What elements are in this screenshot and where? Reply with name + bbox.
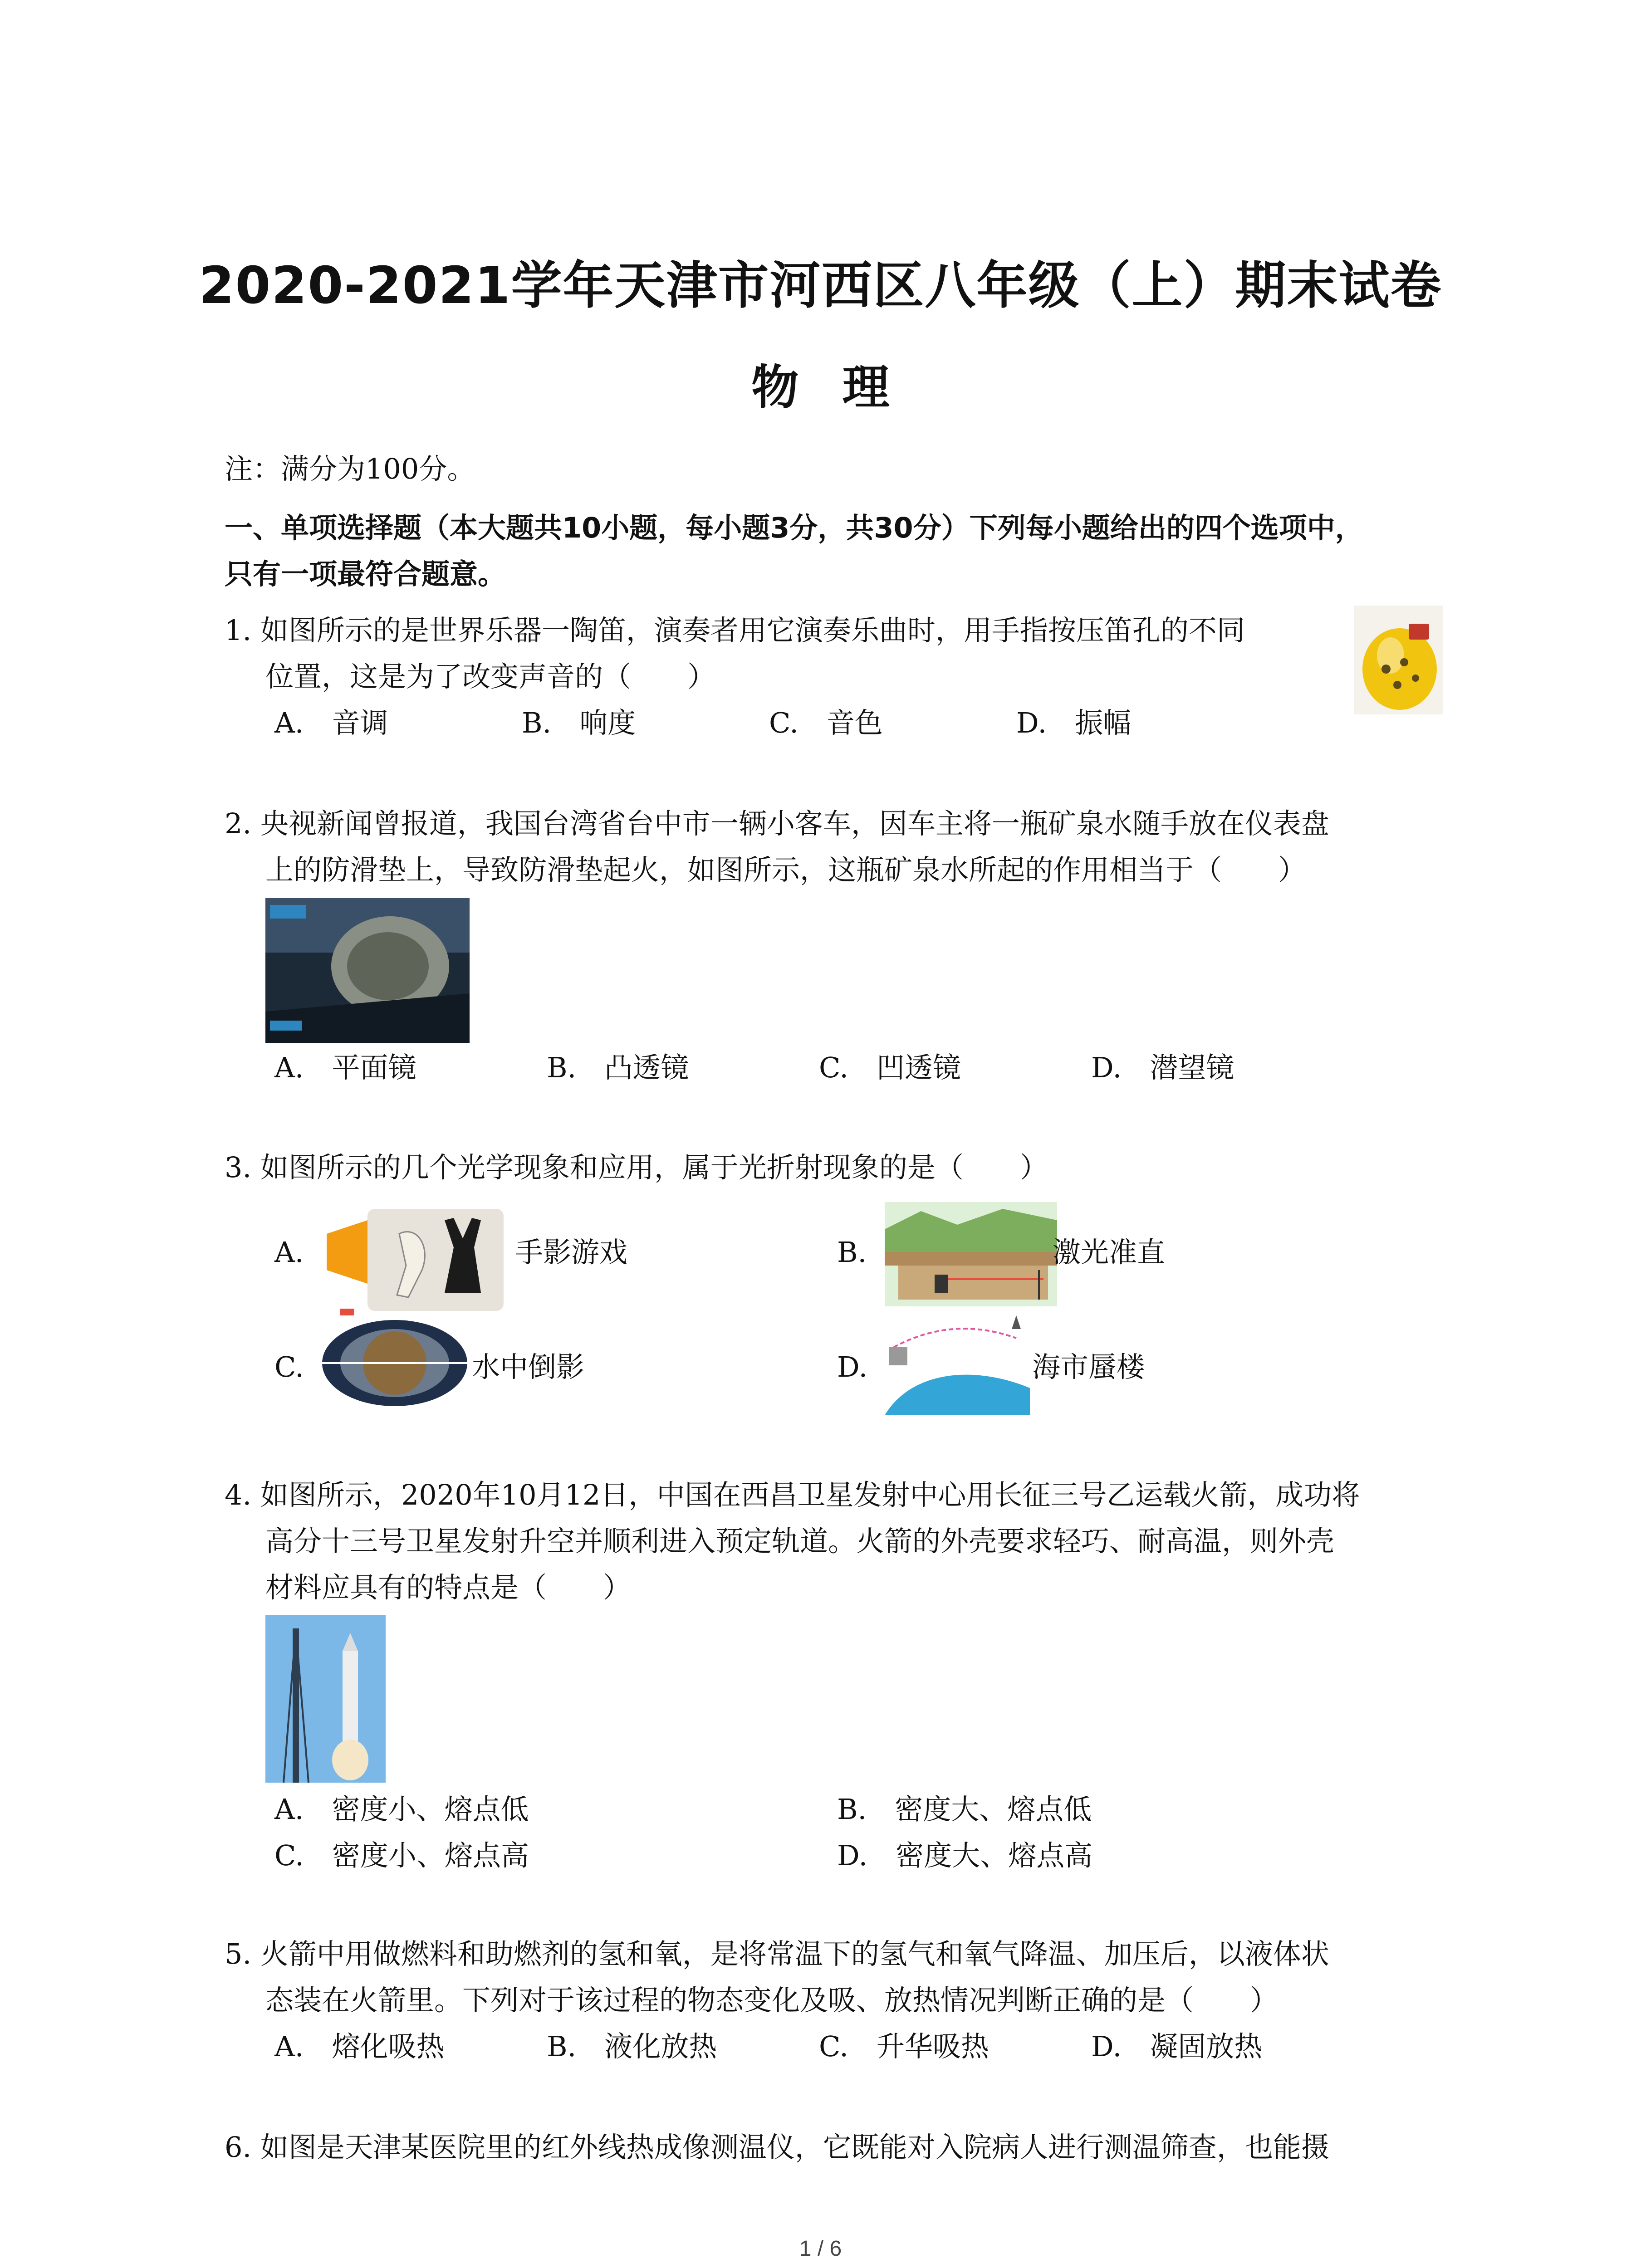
q3-option-b-label: 激光准直	[1053, 1236, 1166, 1269]
score-note: 注：满分为100分。	[225, 452, 475, 485]
q1-stem-line-2: 位置，这是为了改变声音的（ ）	[265, 660, 716, 693]
page-number: 1 / 6	[799, 2237, 842, 2261]
water-reflection-image	[318, 1315, 472, 1411]
q6-stem-line-1: 6. 如图是天津某医院里的红外线热成像测温仪，它既能对入院病人进行测温筛查，也能摄	[225, 2131, 1329, 2164]
q1-option-d: D. 振幅	[1016, 706, 1132, 739]
q4-stem-line-2: 高分十三号卫星发射升空并顺利进入预定轨道。火箭的外壳要求轻巧、耐高温，则外壳	[265, 1525, 1335, 1558]
q1-option-c: C. 音色	[769, 706, 883, 739]
q3-option-d-letter: D.	[837, 1350, 868, 1383]
q3-option-c-label: 水中倒影	[472, 1350, 585, 1383]
section-heading-line-2: 只有一项最符合题意。	[225, 557, 506, 591]
q2-stem-line-2: 上的防滑垫上，导致防滑垫起火，如图所示，这瓶矿泉水所起的作用相当于（ ）	[265, 853, 1307, 886]
laser-tunnel-image	[885, 1202, 1057, 1306]
q5-stem-line-1: 5. 火箭中用做燃料和助燃剂的氢和氧，是将常温下的氢气和氧气降温、加压后，以液体状	[225, 1937, 1329, 1970]
q3-stem-line-1: 3. 如图所示的几个光学现象和应用，属于光折射现象的是（ ）	[225, 1151, 1048, 1184]
q2-option-d: D. 潜望镜	[1091, 1051, 1234, 1084]
ocarina-image	[1354, 606, 1443, 714]
hand-shadow-image	[318, 1193, 513, 1320]
q4-stem-line-3: 材料应具有的特点是（ ）	[265, 1571, 632, 1604]
q3-option-d-label: 海市蜃楼	[1032, 1350, 1145, 1383]
q3-option-b-letter: B.	[837, 1236, 867, 1269]
q4-stem-line-1: 4. 如图所示，2020年10月12日，中国在西昌卫星发射中心用长征三号乙运载火箭，成功将	[225, 1478, 1360, 1511]
q2-option-a: A. 平面镜	[274, 1051, 416, 1084]
q3-option-c-letter: C.	[274, 1350, 304, 1383]
q4-option-b: B. 密度大、熔点低	[837, 1793, 1092, 1826]
q1-option-a: A. 音调	[274, 706, 388, 739]
subject-title: 物 理	[751, 360, 890, 415]
q1-stem-line-1: 1. 如图所示的是世界乐器一陶笛，演奏者用它演奏乐曲时，用手指按压笛孔的不同	[225, 614, 1245, 647]
q4-option-a: A. 密度小、熔点低	[274, 1793, 529, 1826]
section-heading-line-1: 一、单项选择题（本大题共10小题，每小题3分，共30分）下列每小题给出的四个选项中，	[225, 511, 1363, 544]
water-bottle-fire-image	[265, 898, 470, 1043]
q5-option-d: D. 凝固放热	[1091, 2030, 1263, 2063]
q5-option-a: A. 熔化吸热	[274, 2030, 445, 2063]
q5-option-b: B. 液化放热	[547, 2030, 717, 2063]
q2-stem-line-1: 2. 央视新闻曾报道，我国台湾省台中市一辆小客车，因车主将一瓶矿泉水随手放在仪表盘	[225, 807, 1329, 840]
q3-option-a-letter: A.	[274, 1236, 304, 1269]
q2-option-c: C. 凹透镜	[819, 1051, 961, 1084]
page-title: 2020-2021学年天津市河西区八年级（上）期末试卷	[199, 256, 1442, 315]
q1-option-b: B. 响度	[522, 706, 636, 739]
mirage-image	[885, 1311, 1030, 1415]
q4-option-c: C. 密度小、熔点高	[274, 1839, 529, 1872]
rocket-launch-image	[265, 1615, 386, 1783]
q3-option-a-label: 手影游戏	[515, 1236, 628, 1269]
q5-option-c: C. 升华吸热	[819, 2030, 989, 2063]
q5-stem-line-2: 态装在火箭里。下列对于该过程的物态变化及吸、放热情况判断正确的是（ ）	[265, 1984, 1279, 2017]
q2-option-b: B. 凸透镜	[547, 1051, 689, 1084]
q4-option-d: D. 密度大、熔点高	[837, 1839, 1093, 1872]
